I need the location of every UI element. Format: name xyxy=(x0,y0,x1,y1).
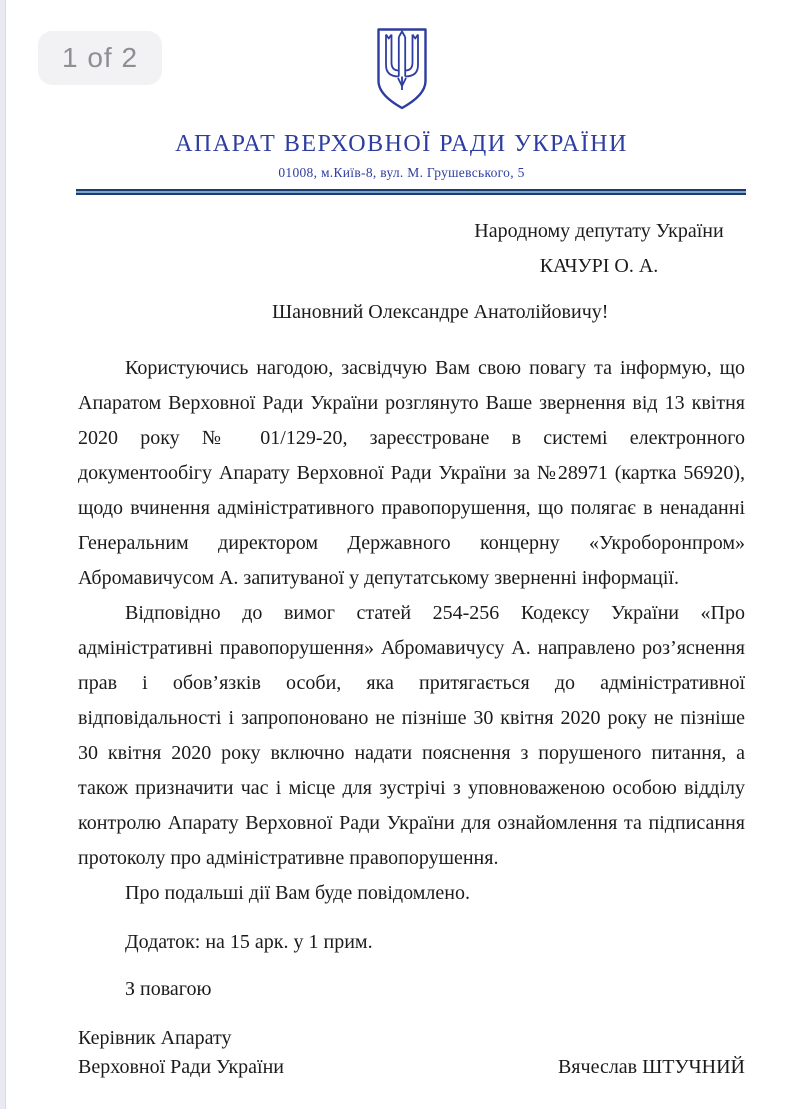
organization-title: АПАРАТ ВЕРХОВНОЇ РАДИ УКРАЇНИ xyxy=(175,131,628,157)
recipient-block xyxy=(453,214,745,284)
recipient-title: Народному депутату України xyxy=(474,220,724,242)
signer-position-line2: Верховної Ради України xyxy=(78,1056,284,1078)
body-paragraph-1: Користуючись нагодою, засвідчую Вам свою повагу та інформую, що Апаратом Верховної Ради України розглянуто Ваше звернення від 13 квітня 2020 року № 01/129-20, зареєстроване в системі електронного документообігу Апарату Верховної Ради України за №28971 (картка 56920), щодо вчинення адміністративного правопорушення, що полягає в ненаданні Генеральним директором Державного концерну «Укроборонпром» Абромавичусом А. запитуваної у депутатському зверненні інформації. xyxy=(78,357,745,589)
signer-name: Вячеслав ШТУЧНИЙ xyxy=(557,1056,745,1078)
viewer-edge-strip xyxy=(0,0,6,1109)
closing-phrase: З повагою xyxy=(125,978,212,1000)
body-paragraph-3: Про подальші дії Вам буде повідомлено. xyxy=(125,882,470,904)
signer-position xyxy=(78,1024,284,1082)
letterhead xyxy=(0,0,803,195)
body-paragraph-2: Відповідно до вимог статей 254-256 Кодексу України «Про адміністративні правопорушення» Абромавичусу А. направлено роз’яснення прав і обов’язків особи, яка притягається до адміністративної відповідальності і запропоновано не пізніше 30 квітня 2020 року не пізніше 30 квітня 2020 року включно надати пояснення з порушеного питання, а також призначити час і місце для зустрічі з уповноваженою особою відділу контролю Апарату Верховної Ради України для ознайомлення та підписання протоколу про адміністративне правопорушення. xyxy=(78,602,745,869)
letter-body xyxy=(78,214,745,1082)
organization-address: 01008, м.Київ-8, вул. М. Грушевського, 5 xyxy=(278,165,525,180)
recipient-name: КАЧУРІ О. А. xyxy=(539,255,659,277)
signer-position-line1: Керівник Апарату xyxy=(78,1027,232,1049)
signature-block xyxy=(78,1024,745,1082)
salutation: Шановний Олександре Анатолійовичу! xyxy=(272,301,609,323)
letterhead-double-rule xyxy=(76,189,746,195)
page-indicator-badge: 1 of 2 xyxy=(38,31,162,85)
attachment-note: Додаток: на 15 арк. у 1 прим. xyxy=(125,931,373,953)
ukraine-trident-emblem-icon xyxy=(374,26,430,112)
